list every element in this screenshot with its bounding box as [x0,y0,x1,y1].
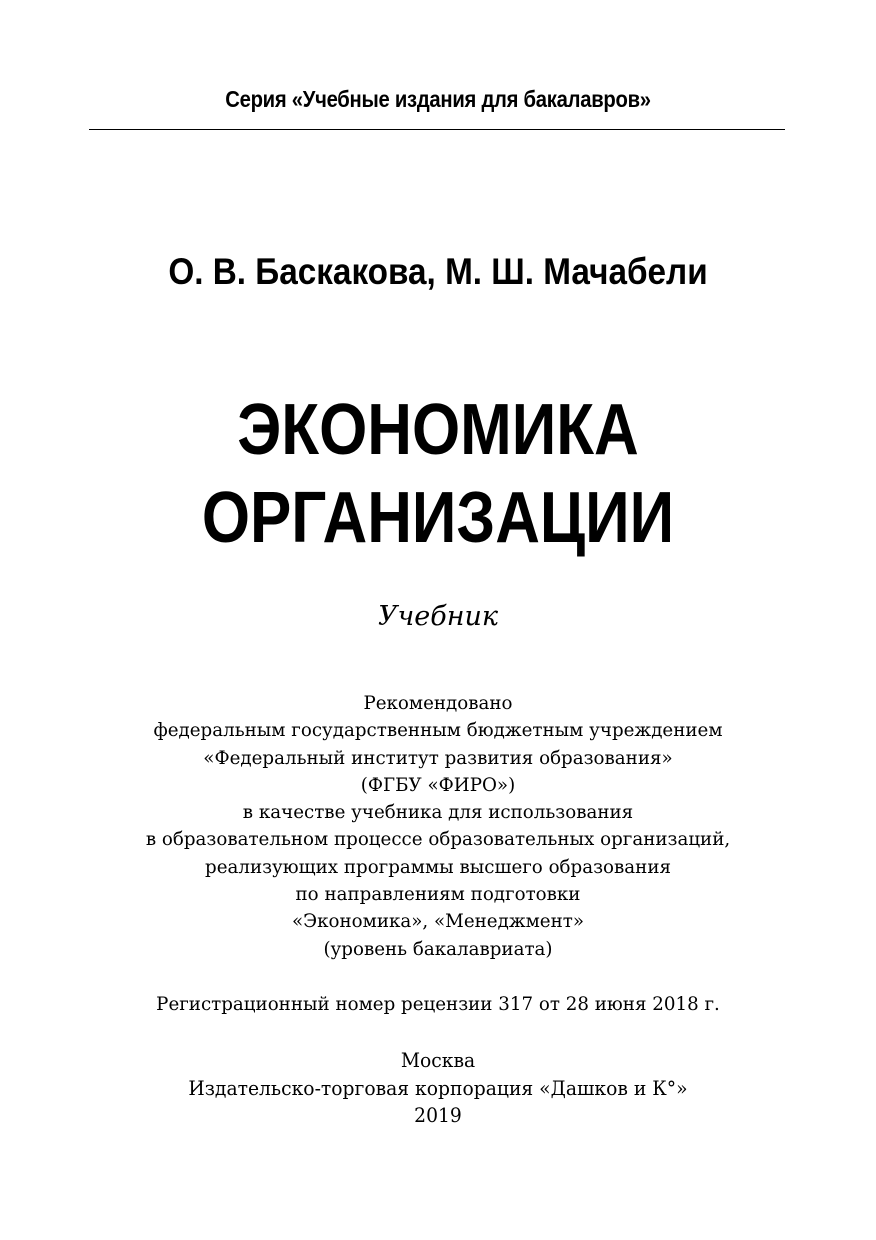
recommendation-line: «Экономика», «Менеджмент» [291,910,584,933]
authors: О. В. Баскакова, М. Ш. Мачабели [168,251,708,292]
recommendation-line: «Федеральный институт развития образования» [203,746,673,769]
header-divider [89,129,785,130]
imprint-year: 2019 [414,1104,462,1127]
registration-number: Регистрационный номер рецензии 317 от 28 июня 2018 г. [156,993,720,1015]
recommendation-line: в качестве учебника для использования [242,801,634,824]
imprint-publisher: Издательско-торговая корпорация «Дашков и К°» [188,1076,688,1100]
book-type: Учебник [377,601,499,632]
book-title-line-2: ОРГАНИЗАЦИИ [201,478,675,558]
recommendation-line: в образовательном процессе образовательных организаций, [145,828,731,851]
series-name: Серия «Учебные издания для бакалавров» [225,86,651,112]
recommendation-line: Рекомендовано [363,692,513,714]
recommendation-line: реализующих программы высшего образования [205,855,671,878]
imprint [18,1047,859,1130]
book-title-line-1: ЭКОНОМИКА [237,390,639,470]
recommendation-line: федеральным государственным бюджетным учреждением [153,719,723,742]
recommendation-line: (уровень бакалавриата) [323,937,553,960]
recommendation-block [18,690,859,963]
imprint-city: Москва [400,1049,476,1072]
recommendation-line: по направлениям подготовки [295,883,581,906]
book-title [61,386,814,562]
recommendation-line: (ФГБУ «ФИРО») [360,773,516,796]
